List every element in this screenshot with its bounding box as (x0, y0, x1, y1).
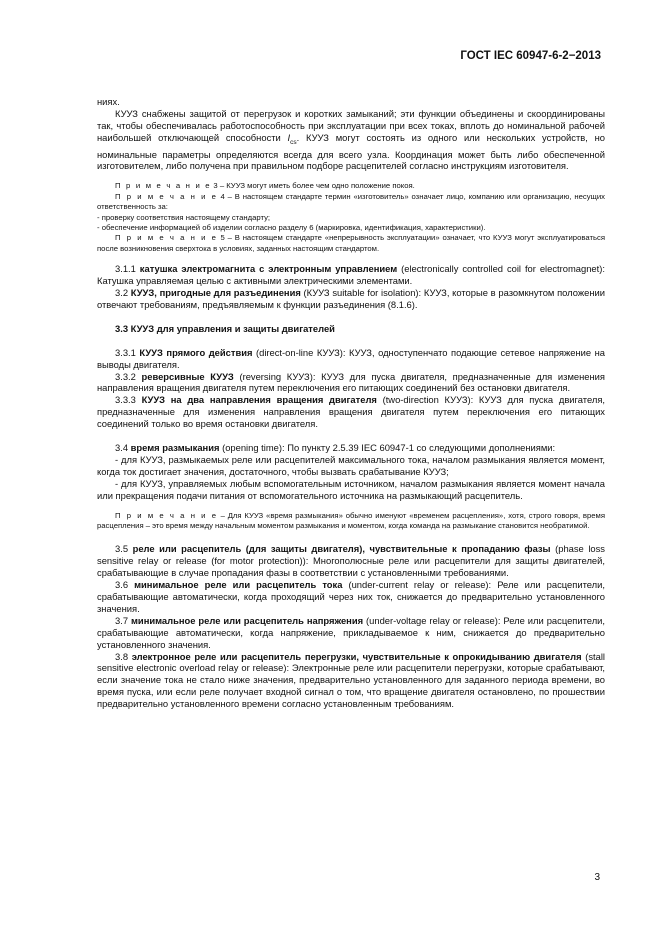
note-label: П р и м е ч а н и е (115, 191, 218, 201)
note-label: П р и м е ч а н и е (115, 181, 212, 191)
definition-text: (direct-on-line КУУЗ): КУУЗ, одноступенчато подающие сетевое напряжение на выводы двигателя. (97, 346, 605, 370)
note-label: П р и м е ч а н и е (115, 510, 218, 520)
defined-term: катушка электромагнита с электронным управлением (139, 263, 398, 275)
note-text: 4 – В настоящем стандарте термин «изготовитель» означает лицо, компанию или организацию, несущих ответственность за: (97, 191, 605, 212)
text-run: . КУУЗ могут состоять из одного или нескольких устройств, но номинальные параметры определяются всегда для всего узла. Координация может быть либо обеспеченной изготовителем, либо получена при правильном подборе расцепителей согласно инструкциям изготовителя. (97, 131, 605, 172)
definition-3-4 (97, 442, 605, 454)
page-content (97, 96, 605, 710)
note-4 (97, 192, 605, 213)
page-number: 3 (594, 872, 600, 883)
clause-number: 3.3.3 (115, 394, 142, 406)
paragraph-coordination (97, 108, 605, 172)
defined-term: реле или расцепитель (для защиты двигателя), чувствительные к пропаданию фазы (132, 543, 551, 555)
clause-number: 3.1.1 (115, 263, 140, 275)
symbol-subscript: cs (290, 138, 297, 146)
definition-text: (phase loss sensitive relay or release (for motor protection)): Многополюсные реле или расцепители для защиты двигателей, срабатывающие в случае пропадания фазы в соответствии с установленными требованиями. (97, 543, 605, 579)
definition-3-1-1 (97, 263, 605, 287)
defined-term: минимальное реле или расцепитель напряжения (131, 614, 364, 626)
defined-term: электронное реле или расцепитель перегрузки, чувствительные к опрокидыванию двигателя (131, 650, 582, 662)
definition-text: (КУУЗ suitable for isolation): КУУЗ, которые в разомкнутом положении отвечают требованиям, предъявляемым к функции разъединения (8.1.6). (97, 286, 605, 310)
definition-3-3-1 (97, 347, 605, 371)
defined-term: реверсивные КУУЗ (141, 370, 234, 382)
clause-number: 3.5 (115, 543, 133, 555)
definition-3-4-item-1: - для КУУЗ, размыкаемых реле или расцепителей максимального тока, началом размыкания является момент, когда ток достигает значения, достаточного, чтобы вызвать срабатывание КУУЗ; (97, 453, 605, 477)
note-4-item-1: - проверку соответствия настоящему стандарту; (97, 212, 271, 222)
definition-3-3-2 (97, 371, 605, 395)
note-text: 3 – КУУЗ могут иметь более чем одно положение покоя. (211, 181, 415, 191)
note-label: П р и м е ч а н и е (115, 233, 218, 243)
defined-term: КУУЗ, пригодные для разъединения (130, 286, 301, 298)
note-text: 5 – В настоящем стандарте «непрерывность эксплуатации» означает, что КУУЗ могут эксплуатироваться после возникновения сверхтока в условиях, заданных настоящим стандартом. (97, 233, 605, 253)
definition-3-7 (97, 615, 605, 651)
definition-3-5 (97, 543, 605, 579)
section-heading-3-3: 3.3 КУУЗ для управления и защиты двигателей (115, 322, 335, 334)
definition-text: (two-direction КУУЗ): КУУЗ для пуска двигателя, предназначенные для изменения направления вращения двигателя путем переключения его питающих соединений только во время остановки двигателя. (97, 394, 605, 430)
clause-number: 3.3.2 (115, 370, 142, 382)
text-run: КУУЗ снабжены защитой от перегрузок и коротких замыканий; эти функции объединены и скоординированы так, чтобы обеспечивалась работоспособность при эксплуатации при всех токах, вплоть до номинальной рабочей наибольшей отключающей способности (97, 107, 605, 143)
definition-3-4-item-2: - для КУУЗ, управляемых любым вспомогательным источником, началом размыкания является момент начала или прекращения подачи питания от вспомогательного источника на размыкающий расцепитель. (97, 477, 605, 501)
clause-number: 3.4 (115, 442, 131, 454)
definition-3-8 (97, 651, 605, 711)
paragraph-continuation: ниях. (97, 96, 120, 107)
defined-term: КУУЗ прямого действия (139, 346, 253, 358)
note-text: – Для КУУЗ «время размыкания» обычно именуют «временем расцепления», хотя, строго говоря, время расцепления – это время между начальным моментом размыкания и моментом, когда команда на размыкание становится необратимой. (97, 510, 606, 530)
clause-number: 3.7 (115, 614, 131, 626)
clause-number: 3.3.1 (115, 346, 140, 358)
definition-text: (electronically controlled coil for electromagnet): Катушка управляемая целью с активными электрическими элементами. (97, 263, 605, 287)
definition-3-6 (97, 579, 605, 615)
definition-3-3-3 (97, 394, 605, 430)
clause-number: 3.2 (115, 286, 131, 298)
defined-term: время размыкания (130, 442, 220, 454)
definition-text: (stall sensitive electronic overload relay or release): Электронные реле или расцепители перегрузки, которые срабатывают, если значение тока не стало ниже значения, предварительно установленного для заданного периода времени, во время пуска, или если реле получает входной сигнал о том, что вращение двигателя остановлено, по прошествии предварительно установленного времени согласно установленным требованиям. (97, 650, 606, 710)
definition-text: (reversing КУУЗ): КУУЗ для пуска двигателя, предназначенные для изменения направления вращения двигателя путем переключения его питающих соединений без остановки двигателя. (97, 370, 605, 394)
clause-number: 3.6 (115, 579, 135, 591)
definition-3-2 (97, 287, 605, 311)
defined-term: КУУЗ на два направления вращения двигателя (141, 394, 377, 406)
clause-number: 3.8 (115, 650, 132, 662)
note-4-item-2: - обеспечение информацией об изделии согласно разделу 6 (маркировка, идентификация, характеристики). (97, 222, 486, 232)
note-3 (97, 181, 605, 191)
note-3-4 (97, 511, 605, 532)
definition-text: (under-current relay or release): Реле или расцепители, срабатывающие автоматически, когда проходящий через них ток, снижается до предварительно установленного значения. (97, 579, 605, 614)
definition-text: (under-voltage relay or release): Реле или расцепители, срабатывающие автоматически, когда напряжение, прикладываемое к ним, снижается до предварительно установленного значения. (97, 614, 606, 650)
defined-term: минимальное реле или расцепитель тока (134, 579, 343, 591)
symbol: I (287, 131, 291, 143)
definition-text: (opening time): По пункту 2.5.39 IEC 60947-1 со следующими дополнениями: (219, 442, 556, 454)
note-5 (97, 233, 605, 254)
document-header: ГОСТ IEC 60947-6-2−2013 (460, 50, 601, 62)
